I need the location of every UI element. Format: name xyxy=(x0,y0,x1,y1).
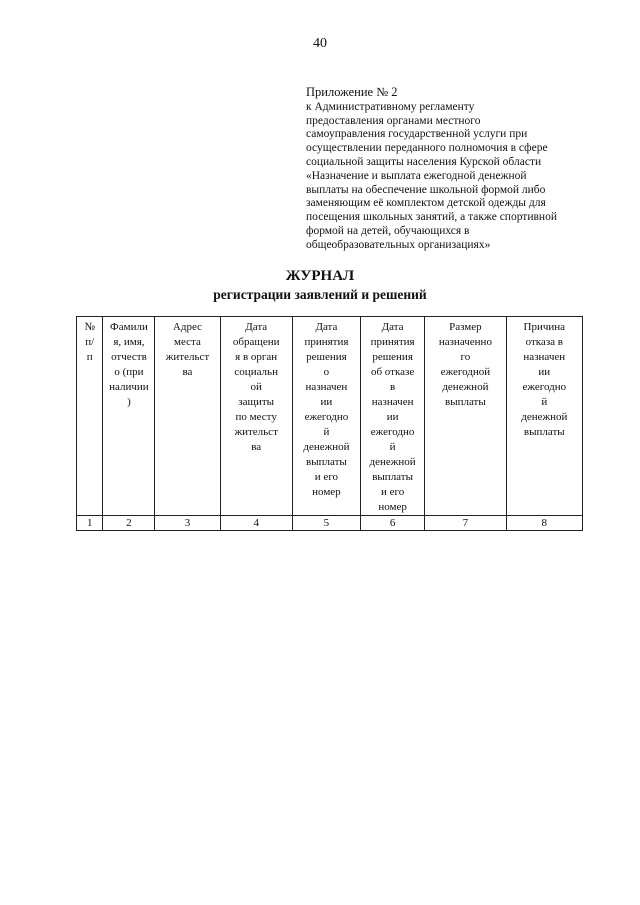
header-line: наличии xyxy=(109,381,149,393)
header-line: и его xyxy=(314,471,339,483)
header-line: жительст xyxy=(165,351,210,363)
appendix-line: заменяющим её комплектом детской одежды для xyxy=(306,197,546,210)
header-line: назначен xyxy=(371,396,414,408)
header-line: ва xyxy=(182,366,193,378)
header-line: Дата xyxy=(315,321,338,333)
column-number-4: 4 xyxy=(220,516,292,531)
column-number-3: 3 xyxy=(155,516,220,531)
header-line: денежной xyxy=(442,381,489,393)
appendix-line: социальной защиты населения Курской области xyxy=(306,155,542,168)
header-line: Адрес xyxy=(172,321,203,333)
header-line: об отказе xyxy=(370,366,415,378)
header-line: выплаты xyxy=(445,396,486,408)
header-line: й xyxy=(323,426,330,438)
header-line: денежной xyxy=(521,411,568,423)
header-line: ежегодной xyxy=(440,366,491,378)
header-line: о (при xyxy=(114,366,144,378)
header-line: жительст xyxy=(234,426,278,438)
header-line: назначенно xyxy=(438,336,492,348)
column-number-8: 8 xyxy=(506,516,582,531)
header-line: выплаты xyxy=(306,456,347,468)
header-line: ) xyxy=(127,396,131,408)
header-line: защиты xyxy=(238,396,275,408)
header-line: назначен xyxy=(523,351,566,363)
header-line: ии xyxy=(320,396,333,408)
journal-subtitle: регистрации заявлений и решений xyxy=(213,287,427,302)
journal-title: ЖУРНАЛ xyxy=(285,268,355,284)
column-number-1: 1 xyxy=(77,516,103,531)
appendix-block xyxy=(306,86,582,253)
column-number-2: 2 xyxy=(103,516,155,531)
header-line: ой xyxy=(250,381,262,393)
column-number-7: 7 xyxy=(425,516,506,531)
appendix-line: Приложение № 2 xyxy=(306,85,398,99)
journal-table xyxy=(76,316,583,531)
header-line: принятия xyxy=(304,336,349,348)
header-line: ии xyxy=(386,411,399,423)
column-header-1 xyxy=(77,317,103,516)
header-line: Дата xyxy=(245,321,268,333)
header-line: я в орган xyxy=(235,351,278,363)
header-line: я, имя, xyxy=(113,336,145,348)
header-line: ии xyxy=(538,366,551,378)
column-header-8 xyxy=(506,317,582,516)
column-header-7 xyxy=(425,317,506,516)
appendix-line: общеобразовательных организациях» xyxy=(306,238,491,251)
appendix-line: формой на детей, обучающихся в xyxy=(306,224,470,237)
header-line: номер xyxy=(312,486,341,498)
header-line: ежегодно xyxy=(522,381,567,393)
appendix-line: выплаты на обеспечение школьной формой либо xyxy=(306,183,546,196)
appendix-line: «Назначение и выплата ежегодной денежной xyxy=(306,169,527,182)
column-header-6 xyxy=(361,317,425,516)
header-line: решения xyxy=(306,351,347,363)
header-line: Дата xyxy=(381,321,404,333)
header-line: по месту xyxy=(235,411,277,423)
header-line: й xyxy=(541,396,548,408)
column-header-2 xyxy=(103,317,155,516)
header-line: ежегодно xyxy=(304,411,349,423)
header-line: п/ xyxy=(85,336,95,348)
header-line: Размер xyxy=(449,321,482,333)
header-line: места xyxy=(174,336,201,348)
header-line: решения xyxy=(372,351,413,363)
column-header-4 xyxy=(220,317,292,516)
header-line: № xyxy=(84,321,95,333)
header-line: назначен xyxy=(305,381,348,393)
column-number-5: 5 xyxy=(292,516,360,531)
header-line: социальн xyxy=(234,366,278,378)
table-number-row xyxy=(77,516,583,531)
column-header-5 xyxy=(292,317,360,516)
header-line: в xyxy=(390,381,396,393)
table-header-row xyxy=(77,317,583,516)
header-line: й xyxy=(389,441,396,453)
header-line: отказа в xyxy=(525,336,563,348)
header-line: обращени xyxy=(232,336,280,348)
column-header-3 xyxy=(155,317,220,516)
header-line: выплаты xyxy=(523,426,565,438)
header-line: Причина xyxy=(523,321,566,333)
appendix-line: предоставления органами местного xyxy=(306,114,481,127)
header-line: выплаты xyxy=(372,471,413,483)
header-line: го xyxy=(460,351,471,363)
header-line: отчеств xyxy=(111,351,147,363)
header-line: денежной xyxy=(303,441,350,453)
header-line: ва xyxy=(251,441,262,453)
header-line: Фамили xyxy=(110,321,148,333)
header-line: о xyxy=(323,366,330,378)
header-line: принятия xyxy=(370,336,415,348)
header-line: и его xyxy=(380,486,405,498)
header-line: ежегодно xyxy=(370,426,415,438)
header-line: номер xyxy=(378,501,407,513)
appendix-line: посещения школьных занятий, а также спортивной xyxy=(306,211,557,224)
appendix-line: осуществлении переданного полномочия в сфере xyxy=(306,142,548,155)
appendix-line: к Административному регламенту xyxy=(306,100,475,113)
header-line: п xyxy=(86,351,93,363)
column-number-6: 6 xyxy=(361,516,425,531)
header-line: денежной xyxy=(369,456,416,468)
appendix-line: самоуправления государственной услуги при xyxy=(306,128,528,141)
page-number: 40 xyxy=(313,36,327,51)
